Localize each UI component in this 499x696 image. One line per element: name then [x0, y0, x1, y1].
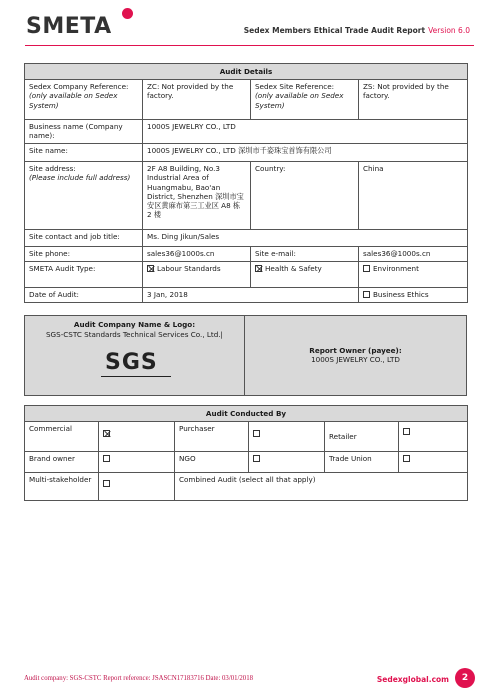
- phone-value: sales36@1000s.cn: [143, 247, 251, 262]
- audit-company-panel: [25, 316, 245, 395]
- audit-details-table: [24, 63, 468, 303]
- type-labour-cell[interactable]: [143, 262, 251, 288]
- ngo-check-cell[interactable]: [249, 452, 325, 473]
- audit-details-heading: Audit Details: [25, 64, 468, 80]
- type-labour-label: Labour Standards: [157, 264, 221, 274]
- type-health-label: Health & Safety: [265, 264, 322, 274]
- email-label: Site e-mail:: [251, 247, 359, 262]
- type-env-ethics-cell: [359, 262, 468, 288]
- company-ref-value: ZC: Not provided by the factory.: [143, 80, 251, 120]
- site-address-label: Site address:: [29, 164, 76, 174]
- conducted-by-heading: Audit Conducted By: [25, 406, 468, 422]
- email-value: sales36@1000s.cn: [359, 247, 468, 262]
- sgs-logo: SGS: [105, 350, 158, 375]
- type-health-cell[interactable]: [251, 262, 359, 288]
- smeta-logo: SMETA: [26, 14, 112, 39]
- purchaser-check-cell[interactable]: [249, 422, 325, 452]
- header-divider: [25, 45, 474, 46]
- site-address-label-cell: [25, 162, 143, 230]
- site-ref-label: Sedex Site Reference:: [255, 82, 335, 92]
- version-text: Version 6.0: [428, 26, 470, 35]
- contact-label: Site contact and job title:: [25, 230, 143, 247]
- business-name-value: 1000S JEWELRY CO., LTD: [143, 120, 468, 144]
- type-ethics-cell[interactable]: [359, 288, 468, 303]
- brand-owner-check-cell[interactable]: [99, 452, 175, 473]
- trade-union-check-cell[interactable]: [399, 452, 468, 473]
- site-address-value: 2F A8 Building, No.3 Industrial Area of Huangmabu, Bao'an District, Shenzhen 深圳市宝安区黄麻布第三工业区 A8 栋 2 楼: [143, 162, 251, 230]
- checkbox-multi-stakeholder[interactable]: [103, 480, 110, 487]
- contact-value: Ms. Ding Jikun/Sales: [143, 230, 468, 247]
- checkbox-purchaser[interactable]: [253, 430, 260, 437]
- country-label: Country:: [251, 162, 359, 230]
- sgs-logo-underline: [101, 376, 171, 377]
- document-title: [244, 26, 470, 35]
- site-name-value: 1000S JEWELRY CO., LTD 深圳市千姿珠宝首饰有限公司: [143, 144, 468, 162]
- site-ref-value: ZS: Not provided by the factory.: [359, 80, 468, 120]
- trade-union-label: Trade Union: [325, 452, 399, 473]
- phone-label: Site phone:: [25, 247, 143, 262]
- audit-type-label: SMETA Audit Type:: [25, 262, 143, 288]
- site-ref-label-cell: [251, 80, 359, 120]
- site-name-label: Site name:: [25, 144, 143, 162]
- checkbox-trade-union[interactable]: [403, 455, 410, 462]
- footer-reference: Audit company: SGS-CSTC Report reference: JSASCN17183716 Date: 03/01/2018: [24, 675, 253, 682]
- title-text: Sedex Members Ethical Trade Audit Report: [243, 26, 426, 35]
- report-owner-label: Report Owner (payee):: [309, 346, 402, 355]
- report-owner-value: 1000S JEWELRY CO., LTD: [311, 355, 400, 364]
- multi-check-cell[interactable]: [99, 473, 175, 501]
- checkbox-ethics[interactable]: [363, 291, 370, 298]
- ngo-label: NGO: [175, 452, 249, 473]
- business-name-label: Business name (Company name):: [25, 120, 143, 144]
- retailer-label: Retailer: [325, 422, 399, 452]
- date-label: Date of Audit:: [25, 288, 143, 303]
- commercial-check-cell[interactable]: [99, 422, 175, 452]
- logo-dot-icon: [122, 8, 133, 19]
- site-address-note: (Please include full address): [29, 173, 131, 183]
- company-ref-note: (only available on Sedex System): [29, 91, 118, 110]
- site-ref-note: (only available on Sedex System): [255, 91, 344, 110]
- type-ethics-label: Business Ethics: [373, 290, 429, 300]
- checkbox-commercial[interactable]: [103, 430, 110, 437]
- checkbox-retailer[interactable]: [403, 428, 410, 435]
- checkbox-brand-owner[interactable]: [103, 455, 110, 462]
- report-owner-panel: [245, 316, 466, 395]
- brand-owner-label: Brand owner: [25, 452, 99, 473]
- footer-website[interactable]: Sedexglobal.com: [376, 675, 449, 684]
- audit-company-name: SGS-CSTC Standards Technical Services Co., Ltd.|: [46, 330, 223, 339]
- page-number: 2: [455, 668, 475, 688]
- company-ref-label-cell: [25, 80, 143, 120]
- audit-company-label: Audit Company Name & Logo:: [73, 320, 196, 329]
- retailer-check-cell[interactable]: [399, 422, 468, 452]
- date-value: 3 Jan, 2018: [143, 288, 359, 303]
- multi-stakeholder-label: Multi-stakeholder: [25, 473, 99, 501]
- checkbox-labour[interactable]: [147, 265, 154, 272]
- commercial-label: Commercial: [25, 422, 99, 452]
- company-ref-label: Sedex Company Reference:: [29, 82, 129, 92]
- checkbox-health[interactable]: [255, 265, 262, 272]
- audit-company-box: [24, 315, 467, 396]
- country-value: China: [359, 162, 468, 230]
- combined-audit-text: Combined Audit (select all that apply): [175, 473, 468, 501]
- type-environment-label: Environment: [373, 264, 419, 274]
- checkbox-ngo[interactable]: [253, 455, 260, 462]
- purchaser-label: Purchaser: [175, 422, 249, 452]
- checkbox-environment[interactable]: [363, 265, 370, 272]
- audit-conducted-table: [24, 405, 468, 501]
